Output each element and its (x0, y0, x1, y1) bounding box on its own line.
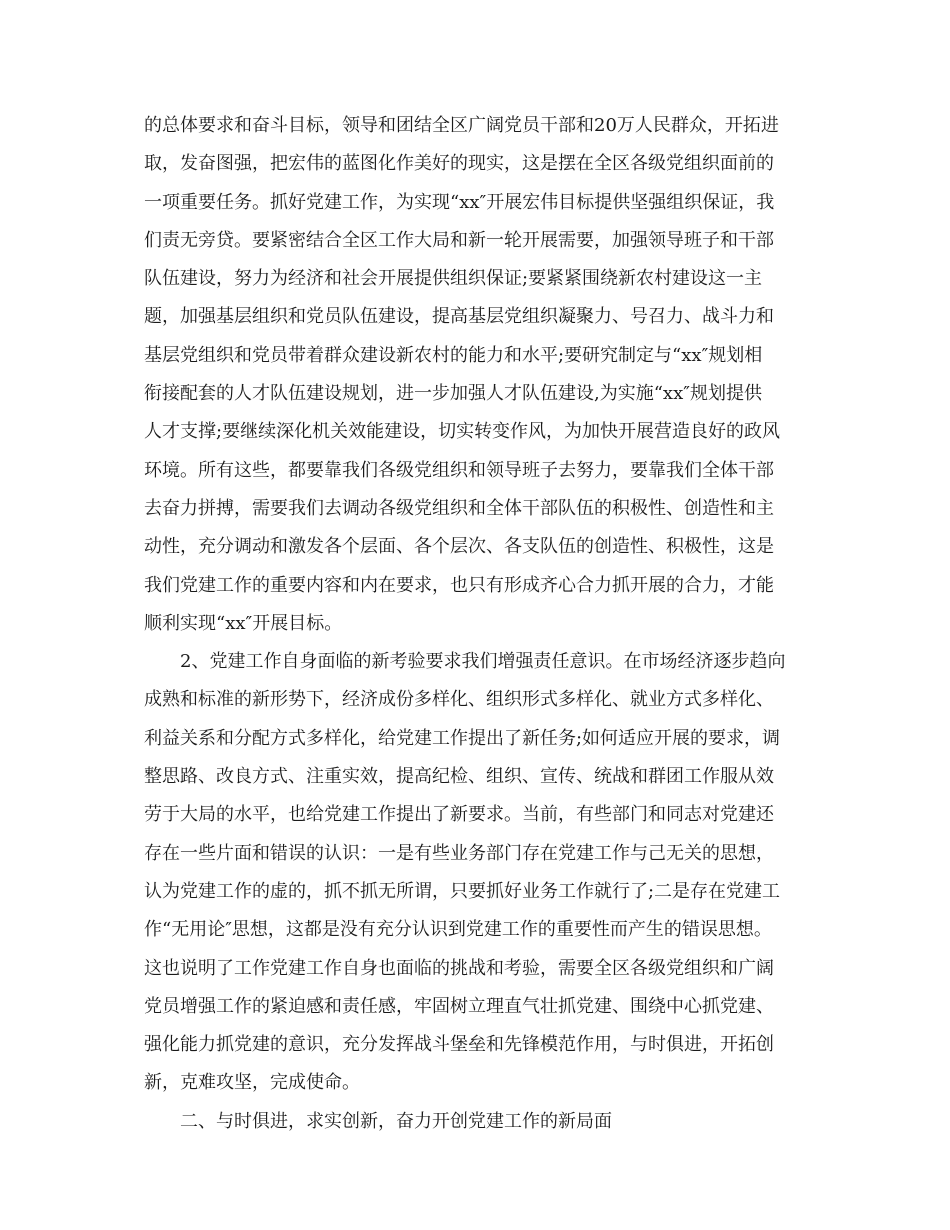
text-line: 整思路、改良方式、注重实效，提高纪检、组织、宣传、统战和群团工作服从效 (144, 766, 774, 788)
text-line: 这也说明了工作党建工作自身也面临的挑战和考验，需要全区各级党组织和广阔 (144, 957, 774, 979)
text-line: 去奋力拼搏，需要我们去调动各级党组织和全体干部队伍的积极性、创造性和主 (144, 497, 774, 519)
section-heading (144, 1103, 806, 1141)
text-line: 利益关系和分配方式多样化，给党建工作提出了新任务;如何适应开展的要求，调 (144, 727, 781, 749)
text-line: 们责无旁贷。要紧密结合全区工作大局和新一轮开展需要，加强领导班子和干部 (144, 229, 774, 251)
text-line: 我们党建工作的重要内容和内在要求，也只有形成齐心合力抓开展的合力，才能 (144, 574, 774, 596)
text-line: 队伍建设，努力为经济和社会开展提供组织保证;要紧紧围绕新农村建设这一主 (144, 268, 763, 290)
section-heading-text: 二、与时俱进，求实创新，奋力开创党建工作的新局面 (180, 1110, 612, 1132)
text-line: 人才支撑;要继续深化机关效能建设，切实转变作风，为加快开展营造良好的政风 (144, 421, 781, 443)
paragraph-2 (144, 643, 806, 1103)
text-line: 题，加强基层组织和党员队伍建设，提高基层党组织凝聚力、号召力、战斗力和 (144, 306, 774, 328)
text-line: 成熟和标准的新形势下，经济成份多样化、组织形式多样化、就业方式多样化、 (144, 689, 774, 711)
text-line: 认为党建工作的虚的，抓不抓无所谓，只要抓好业务工作就行了;二是存在党建工 (144, 880, 781, 902)
text-line: 存在一些片面和错误的认识：一是有些业务部门存在党建工作与己无关的思想， (144, 842, 774, 864)
paragraph-1 (144, 107, 806, 643)
text-line: 强化能力抓党建的意识，充分发挥战斗堡垒和先锋模范作用，与时俱进，开拓创 (144, 1034, 774, 1056)
text-line: 基层党组织和党员带着群众建设新农村的能力和水平;要研究制定与“xx″规划相 (144, 344, 763, 366)
text-line: 新，克难攻坚，完成使命。 (144, 1072, 360, 1094)
text-line: 劳于大局的水平，也给党建工作提出了新要求。当前，有些部门和同志对党建还 (144, 804, 774, 826)
text-line-first: 2、党建工作自身面临的新考验要求我们增强责任意识。在市场经济逐步趋向 (180, 651, 786, 673)
text-line: 顺利实现“xx″开展目标。 (144, 612, 343, 634)
text-line: 衔接配套的人才队伍建设规划，进一步加强人才队伍建设,为实施“xx″规划提供 (144, 383, 762, 405)
text-line: 一项重要任务。抓好党建工作，为实现“xx″开展宏伟目标提供坚强组织保证，我 (144, 191, 775, 213)
text-line: 环境。所有这些，都要靠我们各级党组织和领导班子去努力，要靠我们全体干部 (144, 459, 774, 481)
text-line: 作“无用论″思想，这都是没有充分认识到党建工作的重要性而产生的错误思想。 (144, 919, 772, 941)
text-line: 取，发奋图强，把宏伟的蓝图化作美好的现实，这是摆在全区各级党组织面前的 (144, 153, 774, 175)
text-line: 党员增强工作的紧迫感和责任感，牢固树立理直气壮抓党建、围绕中心抓党建、 (144, 995, 774, 1017)
text-line: 的总体要求和奋斗目标，领导和团结全区广阔党员干部和20万人民群众，开拓进 (144, 115, 779, 136)
text-line: 动性，充分调动和激发各个层面、各个层次、各支队伍的创造性、积极性，这是 (144, 536, 774, 558)
document-body (144, 107, 806, 1141)
